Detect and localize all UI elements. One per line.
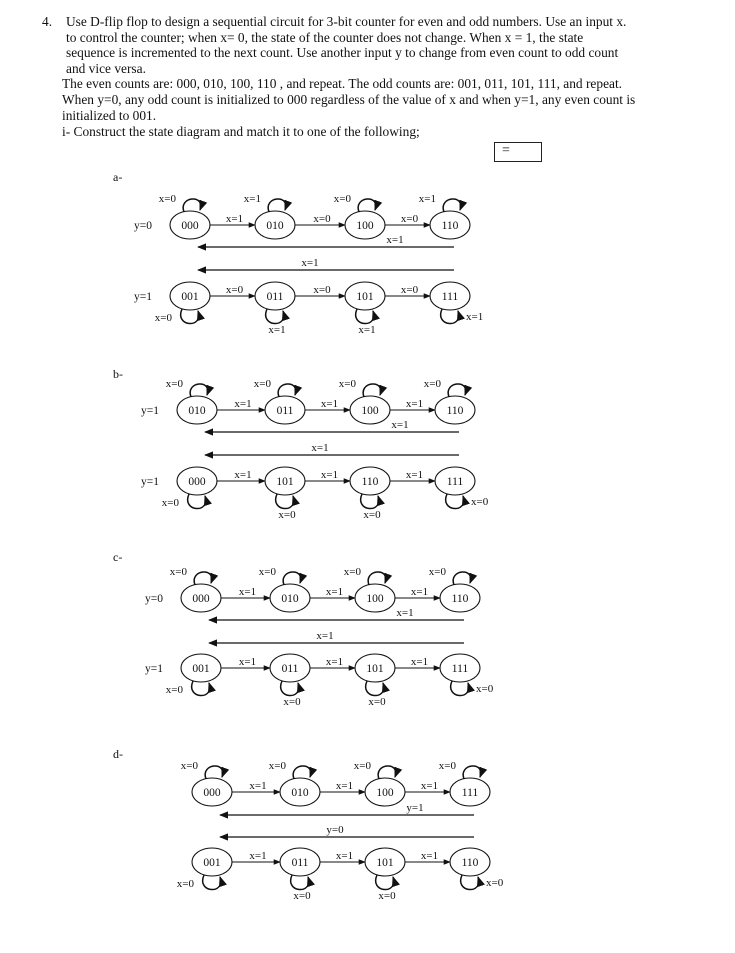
self-loop-arrow	[192, 681, 210, 696]
self-loop	[461, 875, 504, 890]
self-loop-arrow	[268, 199, 286, 212]
self-loop-label: x=0	[428, 566, 446, 578]
self-loop	[356, 309, 376, 336]
self-loop-label: x=0	[158, 193, 176, 205]
self-loop	[446, 494, 489, 509]
self-loop-label: x=0	[165, 378, 183, 390]
option-b	[113, 367, 489, 521]
transition-label: x=1	[410, 586, 429, 598]
self-loop-arrow	[363, 384, 381, 397]
state-label: 111	[446, 476, 464, 488]
state-label: 000	[181, 220, 199, 232]
transition	[385, 213, 430, 225]
state-label: 110	[461, 857, 479, 869]
self-loop-label: x=1	[466, 311, 484, 323]
question-line-4: and vice versa.	[66, 60, 146, 76]
self-loop-arrow	[203, 875, 221, 890]
return-label: y=1	[406, 802, 424, 814]
return-arrow-top	[209, 607, 464, 620]
self-loop	[162, 494, 206, 509]
transition	[320, 780, 365, 792]
self-loop-label: x=0	[258, 566, 276, 578]
self-loop	[159, 193, 201, 212]
self-loop	[419, 193, 461, 212]
transition-label: x=1	[238, 656, 257, 668]
self-loop-arrow	[366, 681, 384, 696]
return-label: x=1	[301, 257, 319, 269]
return-label: x=1	[396, 607, 414, 619]
row-label: y=0	[134, 220, 152, 232]
self-loop-arrow	[443, 199, 461, 212]
bottom-row	[134, 282, 483, 336]
self-loop-label: x=0	[338, 378, 356, 390]
self-loop-arrow	[278, 384, 296, 397]
self-loop-label: x=0	[180, 760, 198, 772]
transition-label: x=1	[225, 213, 244, 225]
self-loop-arrow	[441, 309, 459, 324]
transition-label: x=1	[238, 586, 257, 598]
option-label: c-	[113, 550, 123, 564]
transition-label: x=1	[405, 469, 424, 481]
question-line-2: to control the counter; when x= 0, the state of the counter does not change. When x = 1, the state	[66, 29, 584, 45]
self-loop-label: x=0	[161, 497, 179, 509]
self-loop-arrow	[266, 309, 284, 324]
state-label: 011	[266, 291, 284, 303]
state-label: 000	[192, 593, 210, 605]
self-loop-label: x=0	[268, 760, 286, 772]
top-row	[145, 566, 480, 612]
transition	[221, 586, 270, 598]
transition	[217, 469, 265, 481]
top-row	[134, 193, 470, 239]
transition	[210, 213, 255, 225]
transition-label: x=1	[234, 398, 252, 410]
self-loop-label: x=1	[243, 193, 261, 205]
self-loop-arrow	[276, 494, 294, 509]
state-label: 001	[181, 291, 199, 303]
transition-label: x=1	[420, 780, 439, 792]
self-loop	[376, 875, 396, 902]
transition	[310, 656, 355, 668]
option-c	[113, 550, 494, 708]
transition-label: x=0	[400, 213, 419, 225]
state-label: 111	[441, 291, 459, 303]
self-loop-label: x=1	[268, 324, 286, 336]
state-label: 010	[266, 220, 284, 232]
self-loop-arrow	[451, 681, 469, 696]
state-label: 111	[461, 787, 479, 799]
self-loop-arrow	[376, 875, 394, 890]
self-loop-label: x=0	[486, 877, 504, 889]
transition	[395, 586, 440, 598]
self-loop-arrow	[183, 199, 201, 212]
state-label: 101	[356, 291, 374, 303]
self-loop-label: x=1	[418, 193, 436, 205]
self-loop	[361, 494, 381, 521]
self-loop	[170, 566, 212, 585]
self-loop-arrow	[281, 681, 299, 696]
transition	[405, 850, 450, 862]
self-loop-label: x=0	[353, 760, 371, 772]
state-label: 010	[188, 405, 206, 417]
row-label: y=1	[141, 405, 159, 417]
answer-box-text: =	[502, 143, 510, 158]
transition-label: x=1	[405, 398, 424, 410]
self-loop-arrow	[293, 766, 311, 779]
self-loop-arrow	[358, 199, 376, 212]
self-loop	[181, 760, 223, 779]
state-label: 000	[188, 476, 206, 488]
transition-label: x=1	[320, 469, 339, 481]
state-label: 101	[366, 663, 384, 675]
transition-label: x=0	[313, 213, 331, 225]
self-loop	[244, 193, 286, 212]
transition-label: x=1	[325, 656, 344, 668]
state-label: 110	[361, 476, 379, 488]
transition	[295, 213, 345, 225]
self-loop-arrow	[205, 766, 223, 779]
self-loop	[266, 309, 286, 336]
self-loop-label: x=0	[423, 378, 441, 390]
state-label: 010	[291, 787, 309, 799]
self-loop	[166, 681, 210, 696]
bottom-row	[145, 654, 494, 708]
self-loop	[334, 193, 376, 212]
state-label: 001	[192, 663, 210, 675]
self-loop-arrow	[446, 494, 464, 509]
self-loop-arrow	[190, 384, 208, 397]
state-label: 000	[203, 787, 221, 799]
self-loop-label: x=0	[378, 890, 396, 902]
self-loop-arrow	[461, 875, 479, 890]
self-loop-arrow	[356, 309, 374, 324]
state-label: 100	[366, 593, 384, 605]
para-line-1: The even counts are: 000, 010, 100, 110 , and repeat. The odd counts are: 001, 011, 101, 111, and repeat.	[62, 76, 623, 92]
question-number: 4.	[42, 14, 53, 29]
self-loop	[276, 494, 296, 521]
question-line-1: 4. Use D-flip flop to design a sequential circuit for 3-bit counter for even and odd numbers. Use an input x.	[42, 14, 627, 29]
transition	[232, 850, 280, 862]
state-label: 110	[451, 593, 469, 605]
transition	[405, 780, 450, 792]
para-line-3: initialized to 001.	[62, 107, 157, 123]
transition	[295, 284, 345, 296]
transition	[217, 398, 265, 410]
self-loop-arrow	[378, 766, 396, 779]
self-loop-label: x=0	[169, 566, 187, 578]
transition-label: x=1	[410, 656, 429, 668]
self-loop-arrow	[291, 875, 309, 890]
state-label: 011	[281, 663, 299, 675]
self-loop-label: x=0	[283, 696, 301, 708]
return-label: x=1	[311, 442, 329, 454]
transition	[390, 398, 435, 410]
row-label: y=1	[134, 291, 152, 303]
transition	[310, 586, 355, 598]
self-loop-label: x=0	[154, 312, 172, 324]
state-label: 101	[276, 476, 294, 488]
option-d	[113, 747, 504, 902]
return-label: y=0	[326, 824, 344, 836]
return-arrow-bottom	[205, 442, 459, 455]
para-line-2: When y=0, any odd count is initialized to 000 regardless of the value of x and when y=1, any even count is	[62, 91, 636, 107]
self-loop-label: x=0	[176, 878, 194, 890]
transition	[385, 284, 430, 296]
self-loop	[166, 378, 208, 397]
transition-label: x=0	[400, 284, 419, 296]
self-loop-arrow	[361, 494, 379, 509]
self-loop-label: x=1	[358, 324, 376, 336]
sub-item: i- Construct the state diagram and match it to one of the following;	[62, 124, 420, 140]
state-label: 011	[291, 857, 309, 869]
state-label: 100	[356, 220, 374, 232]
transition-label: x=1	[249, 780, 267, 792]
question-line-3: sequence is incremented to the next count. Use another input y to change from even count to odd count	[66, 45, 619, 61]
transition-label: x=1	[325, 586, 344, 598]
transition	[395, 656, 440, 668]
transition	[210, 284, 255, 296]
return-arrow-bottom	[220, 824, 474, 837]
self-loop-label: x=0	[471, 496, 489, 508]
self-loop	[424, 378, 466, 397]
state-label: 100	[361, 405, 379, 417]
row-label: y=1	[145, 663, 163, 675]
self-loop	[339, 378, 381, 397]
row-label: y=0	[145, 593, 163, 605]
state-label: 101	[376, 857, 394, 869]
self-loop	[291, 875, 311, 902]
self-loop-label: x=0	[343, 566, 361, 578]
self-loop	[451, 681, 494, 696]
transition-label: x=1	[234, 469, 252, 481]
self-loop-label: x=0	[333, 193, 351, 205]
self-loop-arrow	[283, 572, 301, 585]
state-label: 110	[446, 405, 464, 417]
transition-label: x=1	[320, 398, 339, 410]
self-loop-label: x=0	[476, 683, 494, 695]
row-label: y=1	[141, 476, 159, 488]
self-loop-arrow	[188, 494, 206, 509]
state-label: 010	[281, 593, 299, 605]
option-label: d-	[113, 747, 123, 761]
self-loop	[354, 760, 396, 779]
return-label: x=1	[391, 419, 409, 431]
self-loop	[344, 566, 386, 585]
transition-label: x=1	[335, 850, 354, 862]
transition	[305, 469, 350, 481]
transition-label: x=1	[335, 780, 354, 792]
state-label: 100	[376, 787, 394, 799]
return-arrow-top	[198, 234, 454, 247]
return-label: x=1	[316, 630, 334, 642]
return-arrow-top	[205, 419, 459, 432]
transition	[390, 469, 435, 481]
self-loop-label: x=0	[165, 684, 183, 696]
self-loop-arrow	[463, 766, 481, 779]
top-row	[181, 760, 490, 806]
self-loop	[269, 760, 311, 779]
self-loop-arrow	[181, 309, 199, 324]
self-loop	[441, 309, 484, 324]
self-loop	[259, 566, 301, 585]
self-loop-arrow	[194, 572, 212, 585]
option-a	[113, 170, 483, 336]
bottom-row	[141, 467, 489, 521]
transition-label: x=1	[420, 850, 439, 862]
return-arrow-bottom	[209, 630, 464, 643]
return-label: x=1	[386, 234, 404, 246]
self-loop-arrow	[368, 572, 386, 585]
self-loop	[177, 875, 221, 890]
transition	[305, 398, 350, 410]
self-loop	[429, 566, 471, 585]
bottom-row	[177, 848, 504, 902]
self-loop-label: x=0	[368, 696, 386, 708]
state-label: 111	[451, 663, 469, 675]
self-loop-label: x=0	[278, 509, 296, 521]
transition-label: x=0	[225, 284, 244, 296]
top-row	[141, 378, 475, 424]
transition-label: x=1	[249, 850, 267, 862]
self-loop-label: x=0	[438, 760, 456, 772]
self-loop	[439, 760, 481, 779]
return-arrow-top	[220, 802, 474, 815]
self-loop-arrow	[453, 572, 471, 585]
self-loop	[281, 681, 301, 708]
state-label: 001	[203, 857, 221, 869]
self-loop	[254, 378, 296, 397]
self-loop-arrow	[448, 384, 466, 397]
option-label: b-	[113, 367, 123, 381]
option-label: a-	[113, 170, 123, 184]
transition-label: x=0	[313, 284, 331, 296]
state-label: 011	[276, 405, 294, 417]
state-label: 110	[441, 220, 459, 232]
self-loop-label: x=0	[363, 509, 381, 521]
transition	[232, 780, 280, 792]
self-loop-label: x=0	[253, 378, 271, 390]
transition	[221, 656, 270, 668]
self-loop	[155, 309, 199, 324]
self-loop	[366, 681, 386, 708]
self-loop-label: x=0	[293, 890, 311, 902]
transition	[320, 850, 365, 862]
return-arrow-bottom	[198, 257, 454, 270]
